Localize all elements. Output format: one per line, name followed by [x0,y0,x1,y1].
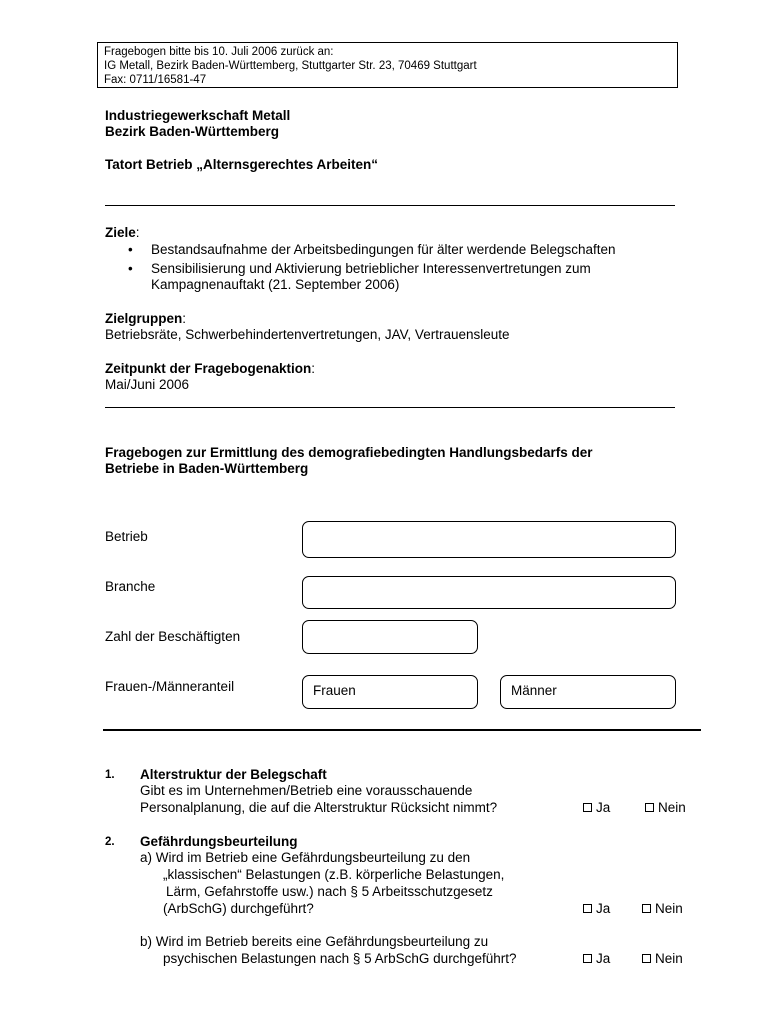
q2b-ja-option[interactable]: Ja [583,951,610,966]
q2a-line4: (ArbSchG) durchgeführt? [163,901,314,916]
q1-text-line2: Personalplanung, die auf die Alterstruktur Rücksicht nimmt? [140,800,498,815]
campaign-title: Tatort Betrieb „Alternsgerechtes Arbeiten“ [105,157,379,172]
return-address: IG Metall, Bezirk Baden-Württemberg, Stuttgarter Str. 23, 70469 Stuttgart [104,60,477,72]
q1-nein-option[interactable]: Nein [645,800,686,815]
return-address-box [97,42,678,88]
q2a-line1: a) Wird im Betrieb eine Gefährdungsbeurteilung zu den [140,850,471,865]
checkbox-icon[interactable] [583,904,592,913]
ziele-item-continued: Kampagnenauftakt (21. September 2006) [151,277,400,292]
maenner-placeholder: Männer [511,683,557,698]
q2a-ja-option[interactable]: Ja [583,901,610,916]
zielgruppen-text: Betriebsräte, Schwerbehindertenvertretungen, JAV, Vertrauensleute [105,327,510,342]
zeitpunkt-heading: Zeitpunkt der Fragebogenaktion: [105,361,316,376]
q2a-line2: „klassischen“ Belastungen (z.B. körperliche Belastungen, [163,867,505,882]
ziele-heading: Ziele: [105,225,140,240]
checkbox-icon[interactable] [583,954,592,963]
q1-number: 1. [105,769,115,781]
bullet-icon: • [128,261,133,276]
org-district: Bezirk Baden-Württemberg [105,124,280,139]
ziele-item: • Sensibilisierung und Aktivierung betrieblicher Interessenvertretungen zum [128,261,591,276]
ziele-item: • Bestandsaufnahme der Arbeitsbedingungen für älter werdende Belegschaften [128,242,616,257]
section-divider [103,729,701,731]
q2b-line1: b) Wird im Betrieb bereits eine Gefährdungsbeurteilung zu [140,934,489,949]
q2a-nein-option[interactable]: Nein [642,901,683,916]
checkbox-icon[interactable] [645,803,654,812]
checkbox-icon[interactable] [583,803,592,812]
maenner-input[interactable] [500,675,676,709]
checkbox-icon[interactable] [642,904,651,913]
q1-ja-option[interactable]: Ja [583,800,610,815]
frauen-placeholder: Frauen [313,683,356,698]
bullet-icon: • [128,242,133,257]
q2-title: Gefährdungsbeurteilung [140,834,298,849]
q2-number: 2. [105,836,115,848]
checkbox-icon[interactable] [642,954,651,963]
anteil-label: Frauen-/Männeranteil [105,679,235,694]
fax-number: Fax: 0711/16581-47 [104,74,207,86]
zeitpunkt-text: Mai/Juni 2006 [105,377,190,392]
q2a-line3: Lärm, Gefahrstoffe usw.) nach § 5 Arbeitsschutzgesetz [166,884,493,899]
zielgruppen-heading: Zielgruppen: [105,311,187,326]
betrieb-input[interactable] [302,521,676,558]
betrieb-label: Betrieb [105,529,148,544]
q2b-line2: psychischen Belastungen nach § 5 ArbSchG durchgeführt? [163,951,517,966]
beschaeftigte-input[interactable] [302,620,478,654]
form-subtitle: Betriebe in Baden-Württemberg [105,461,309,476]
org-name: Industriegewerkschaft Metall [105,108,291,123]
return-deadline: Fragebogen bitte bis 10. Juli 2006 zurück an: [104,46,334,58]
frauen-input[interactable] [302,675,478,709]
divider [105,407,675,408]
branche-input[interactable] [302,576,676,609]
branche-label: Branche [105,579,156,594]
q1-title: Alterstruktur der Belegschaft [140,767,327,782]
form-title: Fragebogen zur Ermittlung des demografiebedingten Handlungsbedarfs der [105,445,593,460]
divider [105,205,675,206]
q1-text-line1: Gibt es im Unternehmen/Betrieb eine vorausschauende [140,783,473,798]
beschaeftigte-label: Zahl der Beschäftigten [105,629,241,644]
q2b-nein-option[interactable]: Nein [642,951,683,966]
